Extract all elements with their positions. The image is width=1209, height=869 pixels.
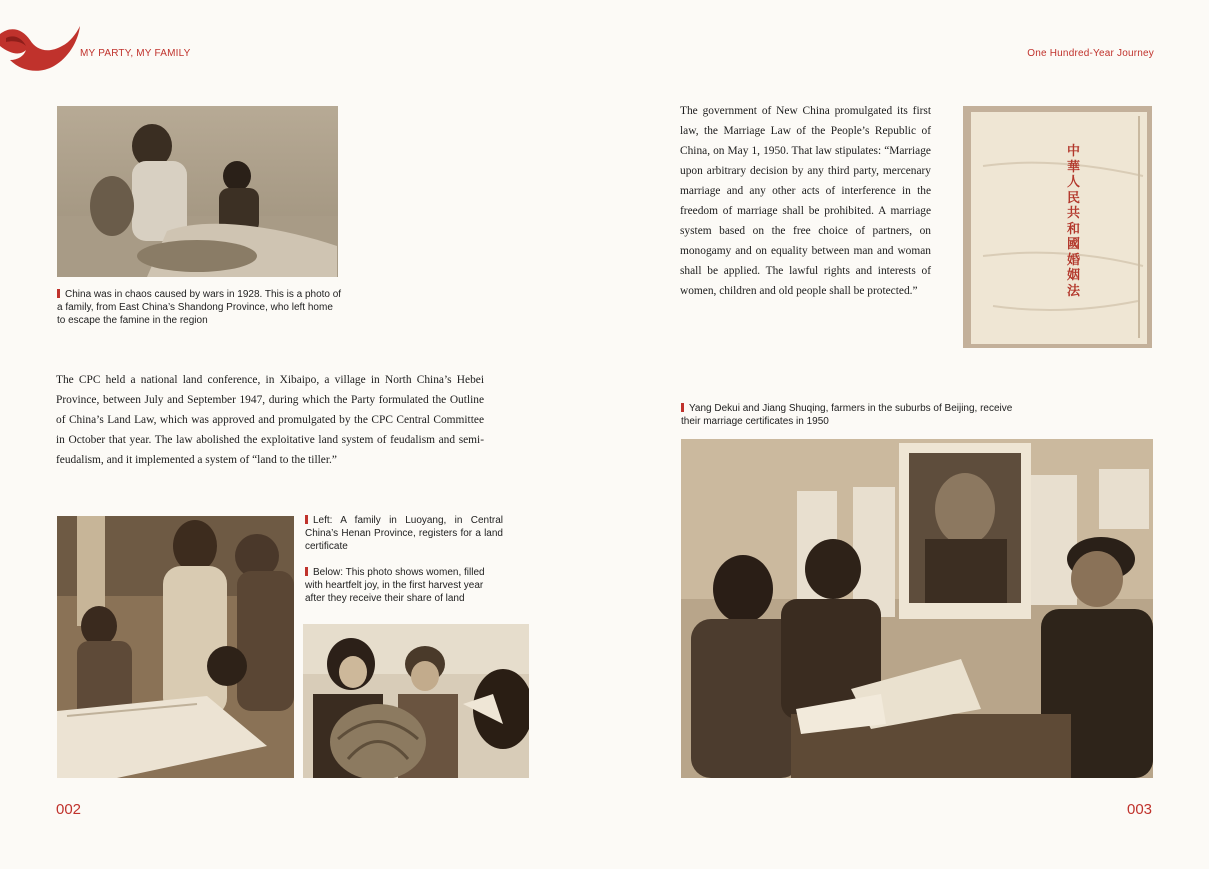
photo-refugee-caption: China was in chaos caused by wars in 1928. This is a photo of a family, from East China’s Shandong Province, who left home to escape the famine in the region <box>57 289 342 326</box>
marriage-law-paragraph: The government of New China promulgated its first law, the Marriage Law of the People’s Republic of China, on May 1, 1950. That law stipulates: “Marriage upon arbitrary decision by any third party, mercenary marriage and any other acts of interference in the freedom of marriage shall be prohibited. A marriage system based on the free choice of partners, on monogamy and on equality between man and woman shall be applied. The lawful rights and interests of women, children and old people shall be protected.” <box>680 105 931 297</box>
land-conference-paragraph: The CPC held a national land conference, in Xibaipo, a village in North China’s Hebei Province, between July and September 1947, during which the Party formulated the Outline of China’s Land Law, which was approved and promulgated by the CPC Central Committee in October that year. The law abolished the exploitative land system of feudalism and semi-feudalism, and it implemented a system of “land to the tiller.” <box>56 374 484 466</box>
photo-marriage-certificates <box>681 439 1153 778</box>
caption-marker <box>305 515 308 524</box>
photo-refugee-family <box>57 106 338 277</box>
caption-marker <box>681 403 684 412</box>
booklet-title: 中華人民共和國婚姻法 <box>1067 144 1081 299</box>
party-logo <box>0 20 82 76</box>
caption-left-photo: Left: A family in Luoyang, in Central China’s Henan Province, registers for a land certificate <box>305 515 503 552</box>
caption-marker <box>57 289 60 298</box>
red-ribbon-logo-icon <box>0 20 82 76</box>
page-number-left: 002 <box>56 801 82 818</box>
right-header-title: One Hundred-Year Journey <box>1027 48 1154 59</box>
photo-harvest-women <box>303 624 529 778</box>
caption-marker <box>305 567 308 576</box>
photo-marriage-law-booklet <box>963 106 1152 348</box>
left-header-title: MY PARTY, MY FAMILY <box>80 48 191 59</box>
page-number-right: 003 <box>1127 801 1153 818</box>
caption-below-photo: Below: This photo shows women, filled with heartfelt joy, in the first harvest year after they receive their share of land <box>305 567 485 604</box>
marriage-certificate-caption: Yang Dekui and Jiang Shuqing, farmers in the suburbs of Beijing, receive their marriage certificates in 1950 <box>681 403 1013 427</box>
photo-luoyang-family <box>57 516 294 778</box>
